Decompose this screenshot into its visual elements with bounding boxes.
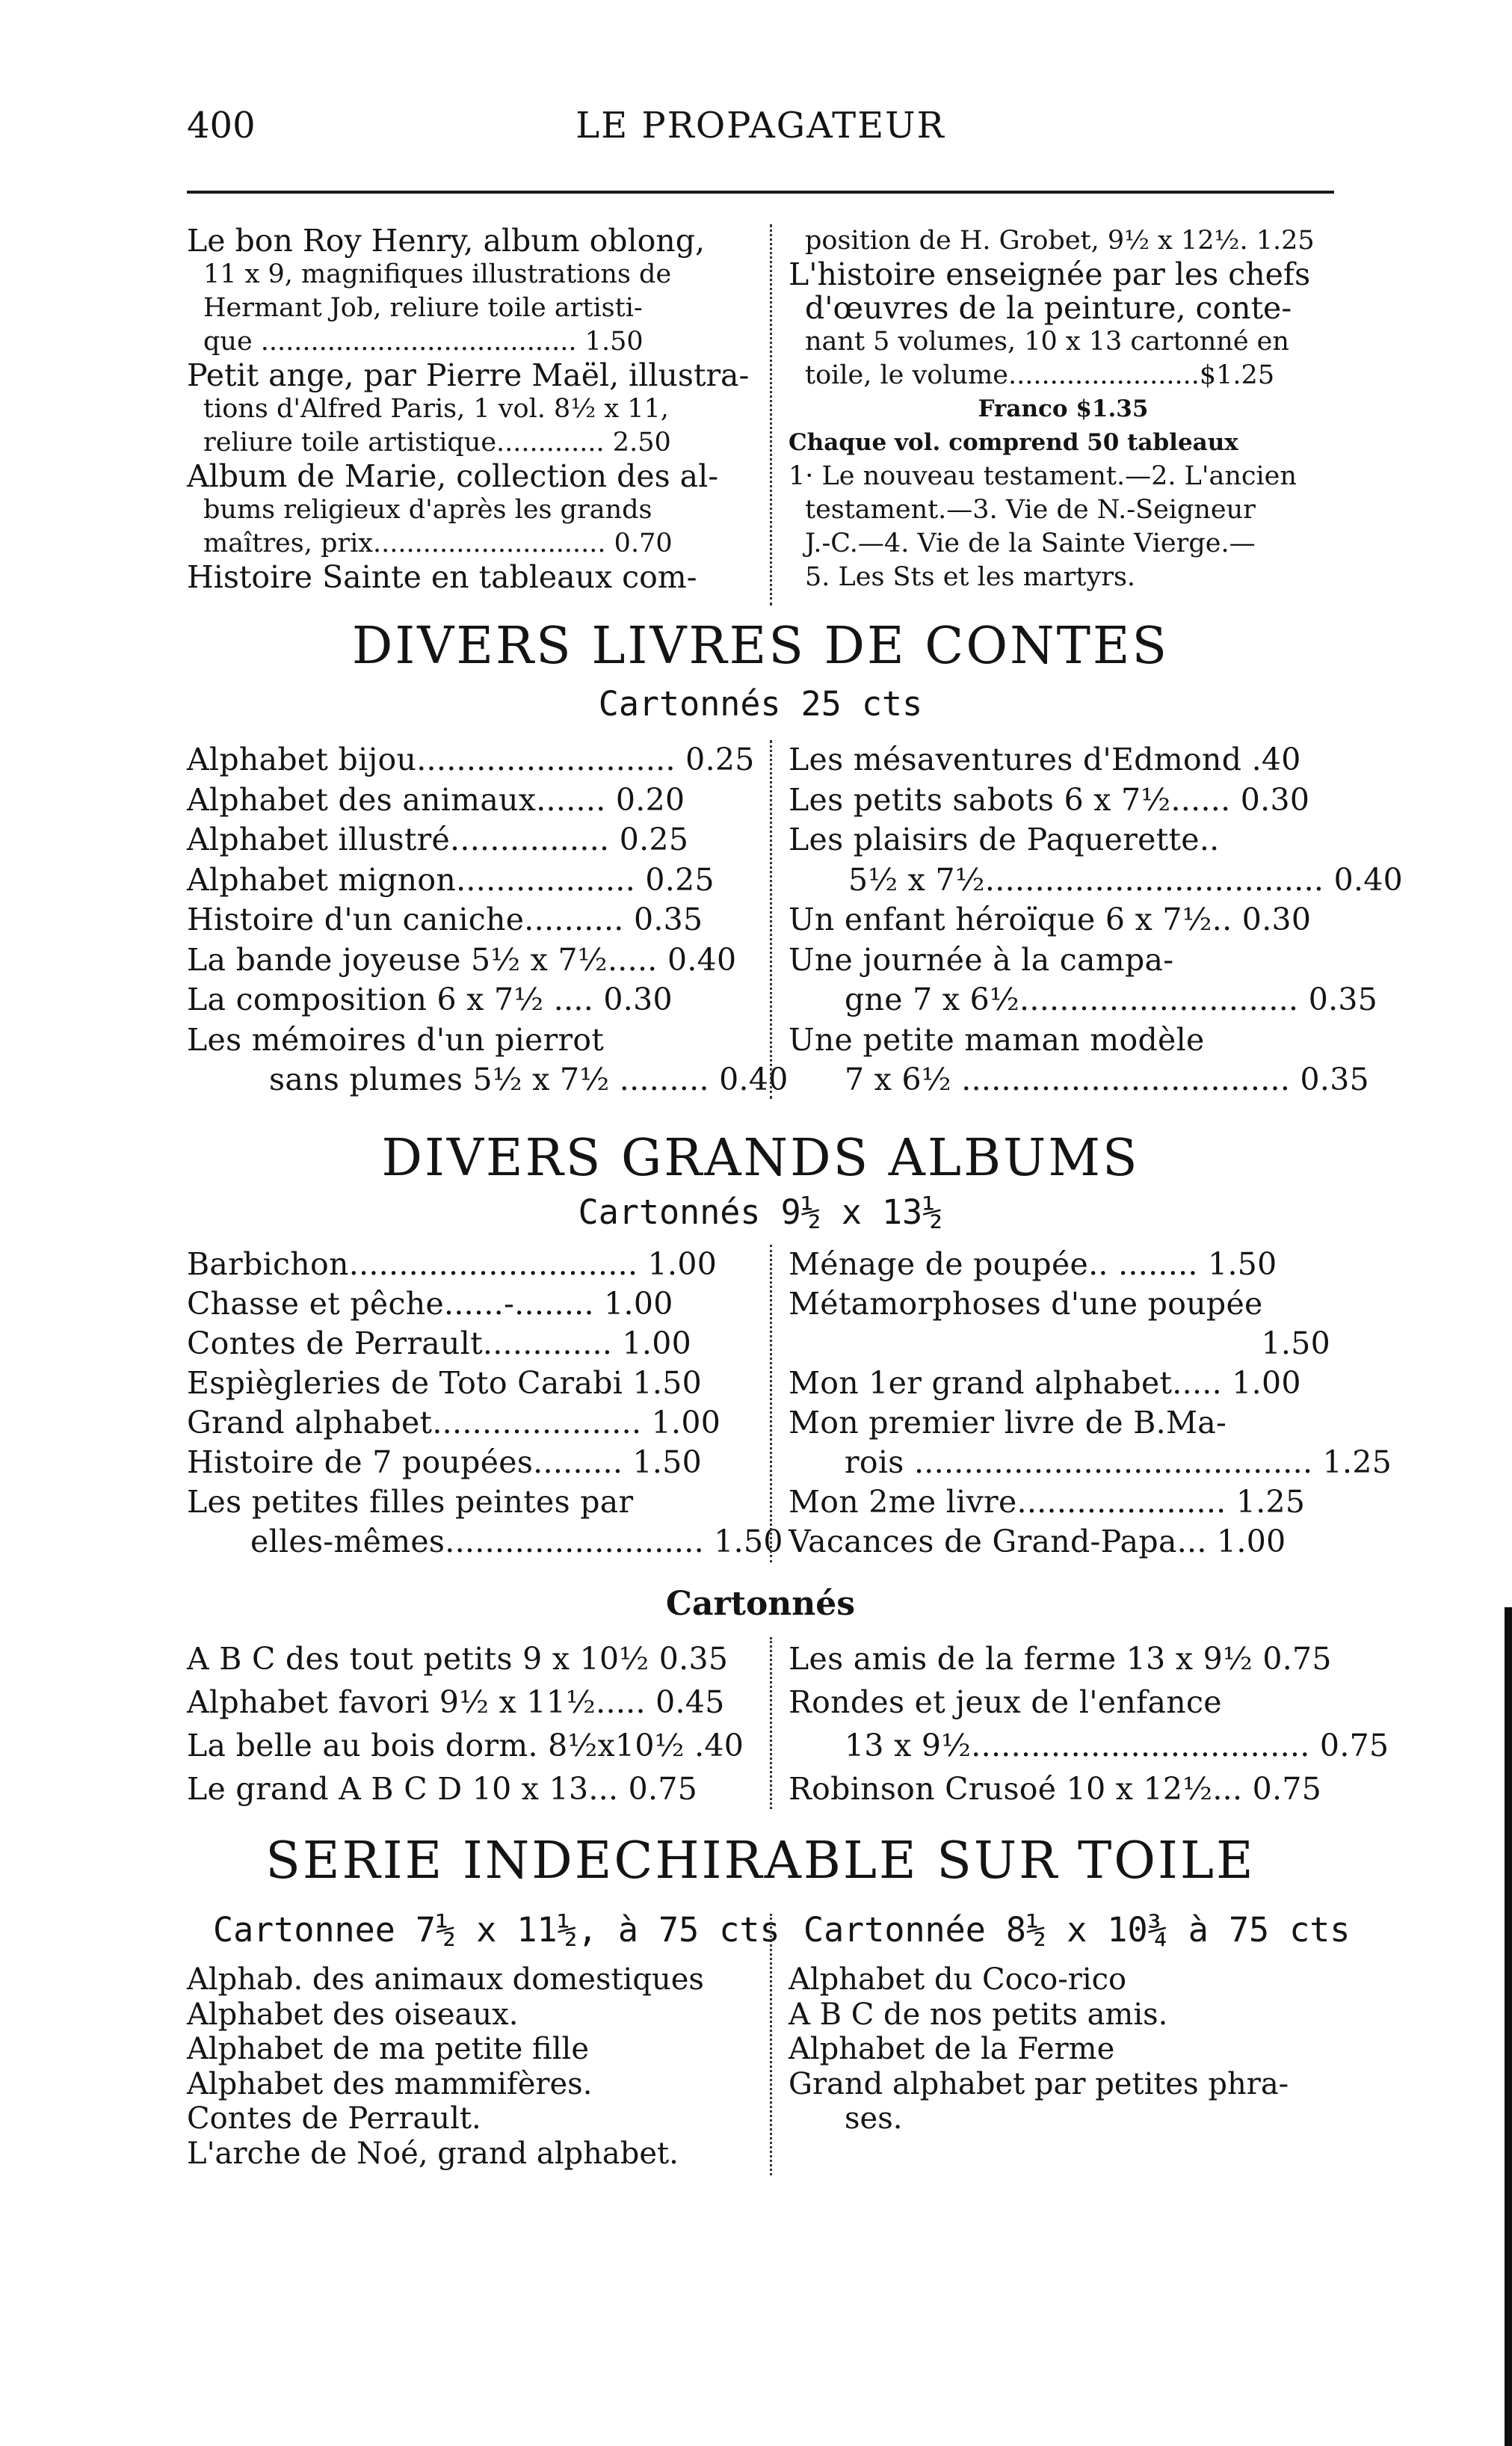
- albums-right-line: Vacances de Grand-Papa... 1.00: [789, 1524, 1286, 1559]
- running-title: LE PROPAGATEUR: [576, 105, 945, 147]
- contes-left-line: Alphabet des animaux....... 0.20: [187, 781, 685, 818]
- albums-left-line: Barbichon............................. 1.00: [187, 1246, 718, 1282]
- cartonnes-column-divider: [770, 1637, 772, 1809]
- contes-right-line: Une journée à la campa-: [789, 941, 1174, 978]
- header-rule: [187, 191, 1334, 194]
- albums-left-column: [187, 1245, 783, 1562]
- page-number: 400: [187, 105, 256, 147]
- albums-section-subtitle: Cartonnés 9½ x 13½: [578, 1192, 943, 1232]
- serie-right-column: [789, 1962, 1338, 2137]
- intro-column-divider: [770, 224, 772, 606]
- intro-left-column: [187, 224, 755, 594]
- intro-right-line: L'histoire enseignée par les chefs: [789, 256, 1311, 292]
- intro-right-line: 5. Les Sts et les martyrs.: [805, 562, 1136, 592]
- cartonnes-right-line: Rondes et jeux de l'enfance: [789, 1684, 1222, 1720]
- albums-right-line: Mon premier livre de B.Ma-: [789, 1405, 1227, 1441]
- intro-left-line: bums religieux d'après les grands: [203, 495, 652, 525]
- serie-left-line: Alphabet des mammifères.: [187, 2066, 593, 2101]
- contes-left-line: Les mémoires d'un pierrot: [187, 1021, 605, 1058]
- cartonnes-right-line: 13 x 9½.................................. 0.75: [845, 1728, 1389, 1763]
- contes-left-line: Alphabet bijou.......................... 0.25: [187, 742, 755, 777]
- serie-left-line: Contes de Perrault.: [187, 2101, 481, 2136]
- contes-left-line: sans plumes 5½ x 7½ ......... 0.40: [269, 1062, 789, 1097]
- contes-left-line: Alphabet mignon.................. 0.25: [187, 861, 715, 898]
- contes-right-line: Une petite maman modèle: [789, 1021, 1205, 1058]
- cartonnes-left-line: Alphabet favori 9½ x 11½..... 0.45: [187, 1684, 725, 1720]
- intro-left-line: Album de Marie, collection des al-: [187, 458, 719, 494]
- intro-left-line: que ...................................... 1.50: [203, 327, 644, 357]
- contes-left-line: Alphabet illustré................ 0.25: [187, 822, 689, 857]
- intro-right-line: toile, le volume.......................$1.25: [805, 360, 1275, 390]
- intro-right-line: d'œuvres de la peinture, conte-: [805, 290, 1292, 326]
- serie-left-column: [187, 1962, 755, 2171]
- cartonnes-left-line: La belle au bois dorm. 8½x10½ .40: [187, 1728, 744, 1763]
- serie-left-line: Alphab. des animaux domestiques: [187, 1962, 704, 1997]
- running-head: [187, 105, 1334, 157]
- contes-left-line: La composition 6 x 7½ .... 0.30: [187, 982, 673, 1017]
- albums-column-divider: [770, 1245, 772, 1562]
- contes-right-line: Les mésaventures d'Edmond .40: [789, 742, 1301, 777]
- albums-right-line: 1.50: [1261, 1325, 1330, 1361]
- intro-right-line: position de H. Grobet, 9½ x 12½. 1.25: [805, 226, 1315, 256]
- intro-right-line: 1· Le nouveau testament.—2. L'ancien: [789, 461, 1297, 491]
- cartonnes-right-line: Les amis de la ferme 13 x 9½ 0.75: [789, 1641, 1332, 1677]
- intro-left-line: 11 x 9, magnifiques illustrations de: [203, 259, 672, 289]
- intro-left-line: Hermant Job, reliure toile artisti-: [203, 293, 643, 323]
- albums-left-line: elles-mêmes.......................... 1.50: [250, 1524, 783, 1559]
- cartonnes-left-line: A B C des tout petits 9 x 10½ 0.35: [187, 1641, 729, 1677]
- serie-left-heading: Cartonnee 7½ x 11½, à 75 cts: [213, 1910, 780, 1950]
- contes-right-column: [789, 740, 1404, 1100]
- albums-right-line: Mon 1er grand alphabet..... 1.00: [789, 1365, 1301, 1401]
- intro-right-column: [789, 224, 1338, 594]
- serie-section-title: SERIE INDECHIRABLE SUR TOILE: [265, 1832, 1256, 1891]
- albums-left-line: Chasse et pêche......-........ 1.00: [187, 1286, 673, 1322]
- serie-column-divider: [770, 1914, 772, 2175]
- serie-left-line: Alphabet des oiseaux.: [187, 1997, 519, 2032]
- cartonnes-title: Cartonnés: [665, 1585, 856, 1623]
- albums-left-line: Histoire de 7 poupées......... 1.50: [187, 1444, 703, 1480]
- intro-left-line: Petit ange, par Pierre Maël, illustra-: [187, 357, 750, 393]
- cartonnes-left-column: [187, 1637, 755, 1811]
- contes-column-divider: [770, 740, 772, 1099]
- serie-left-line: L'arche de Noé, grand alphabet.: [187, 2136, 679, 2171]
- contes-left-line: La bande joyeuse 5½ x 7½..... 0.40: [187, 941, 737, 978]
- intro-left-line: Histoire Sainte en tableaux com-: [187, 559, 697, 595]
- contes-section-subtitle: Cartonnés 25 cts: [598, 684, 923, 724]
- intro-right-line: J.-C.—4. Vie de la Sainte Vierge.—: [805, 529, 1256, 558]
- page-edge-shadow: [1505, 1607, 1512, 2446]
- intro-left-line: Le bon Roy Henry, album oblong,: [187, 223, 705, 259]
- contes-right-line: 7 x 6½ ................................. 0.35: [845, 1062, 1370, 1097]
- serie-right-line: Alphabet de la Ferme: [789, 2032, 1115, 2066]
- contes-right-line: gne 7 x 6½............................ 0.35: [845, 982, 1378, 1017]
- albums-left-line: Espiègleries de Toto Carabi 1.50: [187, 1365, 702, 1401]
- intro-left-line: reliure toile artistique............. 2.50: [203, 428, 671, 458]
- intro-right-line: Chaque vol. comprend 50 tableaux: [789, 429, 1238, 456]
- intro-left-line: tions d'Alfred Paris, 1 vol. 8½ x 11,: [203, 394, 669, 424]
- albums-right-line: Mon 2me livre..................... 1.25: [789, 1484, 1306, 1520]
- cartonnes-left-line: Le grand A B C D 10 x 13... 0.75: [187, 1771, 698, 1807]
- contes-section-title: DIVERS LIVRES DE CONTES: [351, 617, 1170, 676]
- contes-left-line: Histoire d'un caniche.......... 0.35: [187, 902, 703, 937]
- intro-left-line: maîtres, prix............................ 0.70: [203, 529, 673, 558]
- serie-right-heading: Cartonnée 8½ x 10¾ à 75 cts: [803, 1910, 1351, 1950]
- intro-right-line: testament.—3. Vie de N.-Seigneur: [805, 495, 1256, 525]
- albums-left-line: Grand alphabet..................... 1.00: [187, 1405, 721, 1441]
- contes-right-line: 5½ x 7½.................................. 0.40: [848, 861, 1404, 898]
- serie-right-line: Grand alphabet par petites phra-: [789, 2066, 1289, 2101]
- albums-section-title: DIVERS GRANDS ALBUMS: [381, 1129, 1140, 1188]
- intro-right-line: nant 5 volumes, 10 x 13 cartonné en: [805, 327, 1289, 357]
- albums-right-line: Métamorphoses d'une poupée: [789, 1286, 1263, 1322]
- albums-left-line: Contes de Perrault............. 1.00: [187, 1325, 692, 1361]
- albums-right-line: rois ........................................ 1.25: [845, 1444, 1392, 1480]
- albums-right-line: Ménage de poupée.. ........ 1.50: [789, 1246, 1277, 1282]
- cartonnes-right-line: Robinson Crusoé 10 x 12½... 0.75: [789, 1771, 1322, 1807]
- albums-left-line: Les petites filles peintes par: [187, 1484, 634, 1520]
- contes-left-column: [187, 740, 789, 1100]
- serie-right-line: ses.: [845, 2101, 903, 2136]
- serie-left-line: Alphabet de ma petite fille: [187, 2032, 589, 2066]
- contes-right-line: Un enfant héroïque 6 x 7½.. 0.30: [789, 902, 1312, 937]
- intro-right-line: Franco $1.35: [978, 395, 1149, 422]
- cartonnes-right-column: [789, 1637, 1389, 1811]
- serie-right-line: Alphabet du Coco-rico: [789, 1962, 1127, 1997]
- contes-right-line: Les plaisirs de Paquerette..: [789, 822, 1220, 857]
- serie-right-line: A B C de nos petits amis.: [789, 1997, 1168, 2032]
- albums-right-column: [789, 1245, 1392, 1562]
- contes-right-line: Les petits sabots 6 x 7½...... 0.30: [789, 781, 1310, 818]
